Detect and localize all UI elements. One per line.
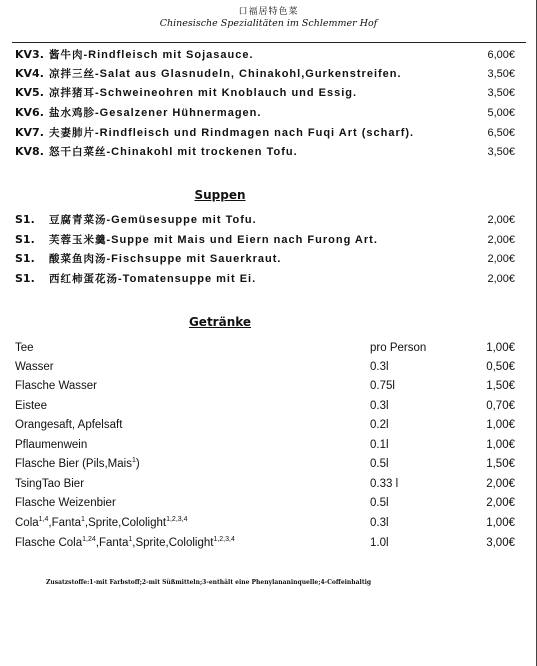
item-code: KV8.	[15, 145, 44, 158]
item-code: S1.	[15, 252, 35, 265]
drink-price: 1,50€	[486, 380, 515, 392]
kv-item	[15, 124, 515, 142]
item-description: -Gesalzener Hühnermagen.	[95, 107, 262, 119]
drink-item	[15, 339, 515, 357]
section-title-getraenke: Getränke	[188, 315, 252, 329]
drink-item	[15, 514, 515, 532]
drink-price: 2,00€	[486, 478, 515, 490]
item-description: -Rindfleisch mit Sojasauce.	[83, 49, 254, 61]
drink-item	[15, 416, 515, 434]
kv-item	[15, 46, 515, 64]
drink-item	[15, 534, 515, 552]
drink-name-tail: )	[135, 458, 140, 470]
drink-name: Flasche Cola	[15, 537, 83, 549]
soup-item	[15, 250, 515, 268]
additives-footnote: Zusatzstoffe:1-mit Farbstoff;2-mit Süßmitteln;3-enthält eine Phenylananinquelle;4-Coffeinhaltig	[46, 579, 372, 586]
drink-name: Pflaumenwein	[15, 439, 88, 451]
item-code: KV6.	[15, 106, 44, 119]
drink-price: 1,00€	[486, 342, 515, 354]
drink-unit: 0.3l	[370, 517, 389, 529]
additive-superscript: 1	[81, 516, 85, 523]
additive-superscript: 1	[128, 536, 133, 543]
drink-item	[15, 475, 515, 493]
drink-unit: 1.0l	[370, 537, 389, 549]
item-chinese-name: 盐水鸡胗	[49, 107, 95, 119]
item-chinese-name: 凉拌三丝	[49, 68, 95, 80]
drink-item	[15, 455, 515, 473]
drink-item	[15, 494, 515, 512]
item-description: -Schweineohren mit Knoblauch und Essig.	[95, 87, 358, 99]
item-description: -Chinakohl mit trockenen Tofu.	[106, 146, 298, 158]
kv-item	[15, 65, 515, 83]
drink-name: Wasser	[15, 361, 54, 373]
item-chinese-name: 豆腐青菜汤	[49, 214, 107, 226]
drink-price: 3,00€	[486, 537, 515, 549]
item-code: KV4.	[15, 67, 44, 80]
soup-item	[15, 270, 515, 288]
section-title-suppen: Suppen	[194, 188, 246, 202]
drink-unit: 0.75l	[370, 380, 395, 392]
item-price: 6,50€	[487, 127, 515, 139]
chinese-header-title: 口福居特色菜	[238, 7, 299, 17]
drink-price: 1,00€	[486, 419, 515, 431]
item-price: 6,00€	[487, 49, 515, 61]
drink-item	[15, 436, 515, 454]
item-chinese-name: 芙蓉玉米羹	[49, 234, 107, 246]
drink-name: Flasche Wasser	[15, 380, 98, 392]
item-price: 5,00€	[487, 107, 515, 119]
item-price: 2,00€	[487, 253, 515, 265]
additive-superscript: 1	[131, 457, 136, 464]
drink-unit: 0.1l	[370, 439, 389, 451]
item-price: 2,00€	[487, 214, 515, 226]
drink-name: Orangesaft, Apfelsaft	[15, 419, 123, 431]
drink-price: 0,50€	[486, 361, 515, 373]
drink-name: Flasche Bier (Pils,Mais	[15, 458, 132, 470]
drink-name-tail: ,Sprite,Cololight	[132, 537, 214, 549]
additive-superscript: 1,2,3,4	[213, 536, 235, 543]
drink-item	[15, 397, 515, 415]
header-divider	[12, 42, 526, 43]
drink-name: Tee	[15, 342, 34, 354]
item-price: 3,50€	[487, 87, 515, 99]
drink-price: 0,70€	[486, 400, 515, 412]
item-description: -Gemüsesuppe mit Tofu.	[106, 214, 257, 226]
item-description: -Tomatensuppe mit Ei.	[118, 273, 257, 285]
item-chinese-name: 酱牛肉	[49, 49, 84, 61]
kv-item	[15, 84, 515, 102]
item-code: S1.	[15, 213, 35, 226]
item-price: 2,00€	[487, 273, 515, 285]
soup-item	[15, 211, 515, 229]
item-description: -Suppe mit Mais und Eiern nach Furong Art.	[106, 234, 378, 246]
drink-unit: 0.3l	[370, 400, 389, 412]
additive-superscript: 1,4	[38, 516, 49, 523]
item-code: KV5.	[15, 86, 44, 99]
drink-name: TsingTao Bier	[15, 478, 85, 490]
additive-superscript: 1,24	[82, 536, 96, 543]
drink-name-tail: ,Fanta	[48, 517, 81, 529]
item-description: -Fischsuppe mit Sauerkraut.	[106, 253, 282, 265]
drink-name: Flasche Weizenbier	[15, 497, 116, 509]
additive-superscript: 1,2,3,4	[166, 516, 188, 523]
item-code: S1.	[15, 233, 35, 246]
header-subtitle: Chinesische Spezialitäten im Schlemmer Hof	[159, 18, 378, 29]
drink-price: 1,00€	[486, 439, 515, 451]
kv-item	[15, 104, 515, 122]
drink-unit: pro Person	[370, 342, 427, 354]
item-chinese-name: 怒干白菜丝	[49, 146, 107, 158]
item-chinese-name: 凉拌猪耳	[49, 87, 95, 99]
drink-name-tail: ,Fanta	[95, 537, 129, 549]
drink-unit: 0.3l	[370, 361, 389, 373]
item-code: S1.	[15, 272, 35, 285]
drink-name: Eistee	[15, 400, 47, 412]
drink-name-tail: ,Sprite,Cololight	[84, 517, 167, 529]
drink-item	[15, 358, 515, 376]
drink-unit: 0.33 l	[370, 478, 399, 490]
item-price: 2,00€	[487, 234, 515, 246]
item-code: KV3.	[15, 48, 44, 61]
drink-price: 1,00€	[486, 517, 515, 529]
drink-price: 1,50€	[486, 458, 515, 470]
item-chinese-name: 西红柿蛋花汤	[49, 273, 118, 285]
item-code: KV7.	[15, 126, 44, 139]
drink-name: Cola	[15, 517, 39, 529]
item-price: 3,50€	[487, 146, 515, 158]
item-chinese-name: 酸菜鱼肉汤	[49, 253, 107, 265]
soup-item	[15, 231, 515, 249]
drink-unit: 0.5l	[370, 458, 389, 470]
drink-unit: 0.2l	[370, 419, 389, 431]
item-price: 3,50€	[487, 68, 515, 80]
drink-price: 2,00€	[486, 497, 515, 509]
item-description: -Rindfleisch und Rindmagen nach Fuqi Art (scharf).	[95, 127, 415, 139]
item-chinese-name: 夫妻肺片	[49, 127, 95, 139]
kv-item	[15, 143, 515, 161]
drink-unit: 0.5l	[370, 497, 389, 509]
item-description: -Salat aus Glasnudeln, Chinakohl,Gurkenstreifen.	[95, 68, 402, 80]
drink-item	[15, 377, 515, 395]
